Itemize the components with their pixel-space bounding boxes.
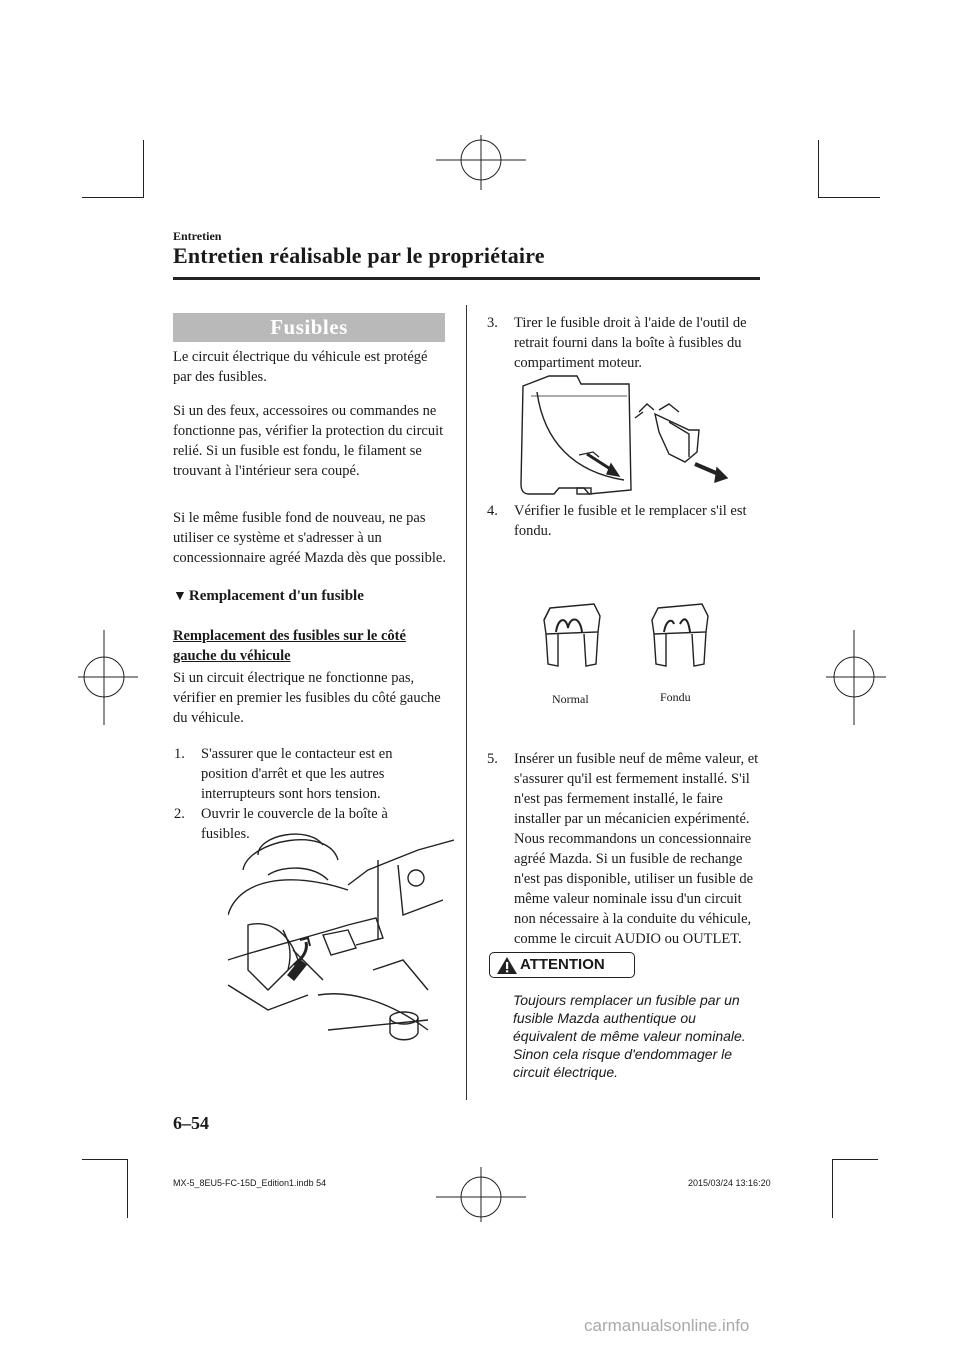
triangle-down-icon: ▼: [173, 589, 187, 604]
registration-mark-right: [826, 630, 886, 725]
subheading: [173, 588, 448, 605]
chapter-title: Entretien réalisable par le propriétaire: [173, 243, 545, 268]
list-item: 5. Insérer un fusible neuf de même valeur, et s'assurer qu'il est fermement installé. S'il n'est pas fermement installé, le faire installer par un mécanicien expérimenté. Nous recommandons un concessionnaire agréé Mazda. Si un fusible de rechange n'est pas disponible, utiliser un fusible de même valeur nominale issu d'un circuit non nécessaire à la conduite du véhicule, comme le circuit AUDIO ou OUTLET.: [487, 751, 759, 947]
warning-triangle-icon: [496, 956, 518, 975]
registration-mark-top: [436, 135, 526, 195]
subheading-text: Remplacement d'un fusible: [188, 588, 364, 604]
list-item: 4. Vérifier le fusible et le remplacer s'il est fondu.: [487, 503, 747, 539]
right-step-3: [487, 313, 762, 373]
list-item: 1. S'assurer que le contacteur est en position d'arrêt et que les autres interrupteurs sont hors tension.: [174, 746, 393, 802]
fuse-box-cover-illustration: [228, 830, 454, 1048]
sub-paragraph: Si un circuit électrique ne fonctionne pas, vérifier en premier les fusibles du côté gauche du véhicule.: [173, 670, 441, 726]
blown-fuse-illustration: [648, 602, 712, 670]
watermark: carmanualsonline.info: [584, 1316, 750, 1335]
fuse-blown-caption: Fondu: [660, 690, 691, 704]
intro-paragraph-1: Le circuit électrique du véhicule est protégé par des fusibles.: [173, 349, 428, 385]
timestamp: 2015/03/24 13:16:20: [688, 1178, 771, 1188]
list-item: 2. Ouvrir le couvercle de la boîte à fusibles.: [174, 806, 388, 842]
file-name: MX-5_8EU5-FC-15D_Edition1.indb 54: [173, 1178, 327, 1188]
fuse-puller-illustration: [519, 372, 729, 500]
page-number: 6–54: [173, 1113, 209, 1133]
registration-mark-left: [78, 630, 138, 725]
intro-paragraph-2: Si un des feux, accessoires ou commandes ne fonctionne pas, vérifier la protection du circuit relié. Si un fusible est fondu, le filament se trouvant à l'intérieur sera coupé.: [173, 403, 444, 479]
attention-text: Toujours remplacer un fusible par un fusible Mazda authentique ou équivalent de même valeur nominale. Sinon cela risque d'endommager le circuit électrique.: [513, 992, 746, 1080]
right-step-4: [487, 501, 762, 541]
intro-paragraph-3: Si le même fusible fond de nouveau, ne pas utiliser ce système et s'adresser à un concessionnaire agréé Mazda dès que possible.: [173, 510, 446, 566]
normal-fuse-illustration: [540, 602, 604, 670]
section-title-bar: Fusibles: [173, 313, 445, 342]
registration-mark-bottom: [436, 1162, 526, 1222]
column-separator: [466, 305, 467, 1100]
left-steps-list: [174, 744, 437, 844]
section-label: Entretien: [173, 229, 222, 243]
right-step-5: [487, 749, 762, 949]
title-rule: [173, 277, 760, 280]
fuse-normal-caption: Normal: [552, 692, 589, 706]
underline-heading: Remplacement des fusibles sur le côté gauche du véhicule: [173, 628, 406, 664]
list-item: 3. Tirer le fusible droit à l'aide de l'outil de retrait fourni dans la boîte à fusibles du compartiment moteur.: [487, 315, 747, 371]
attention-label-box: ATTENTION: [489, 952, 635, 978]
